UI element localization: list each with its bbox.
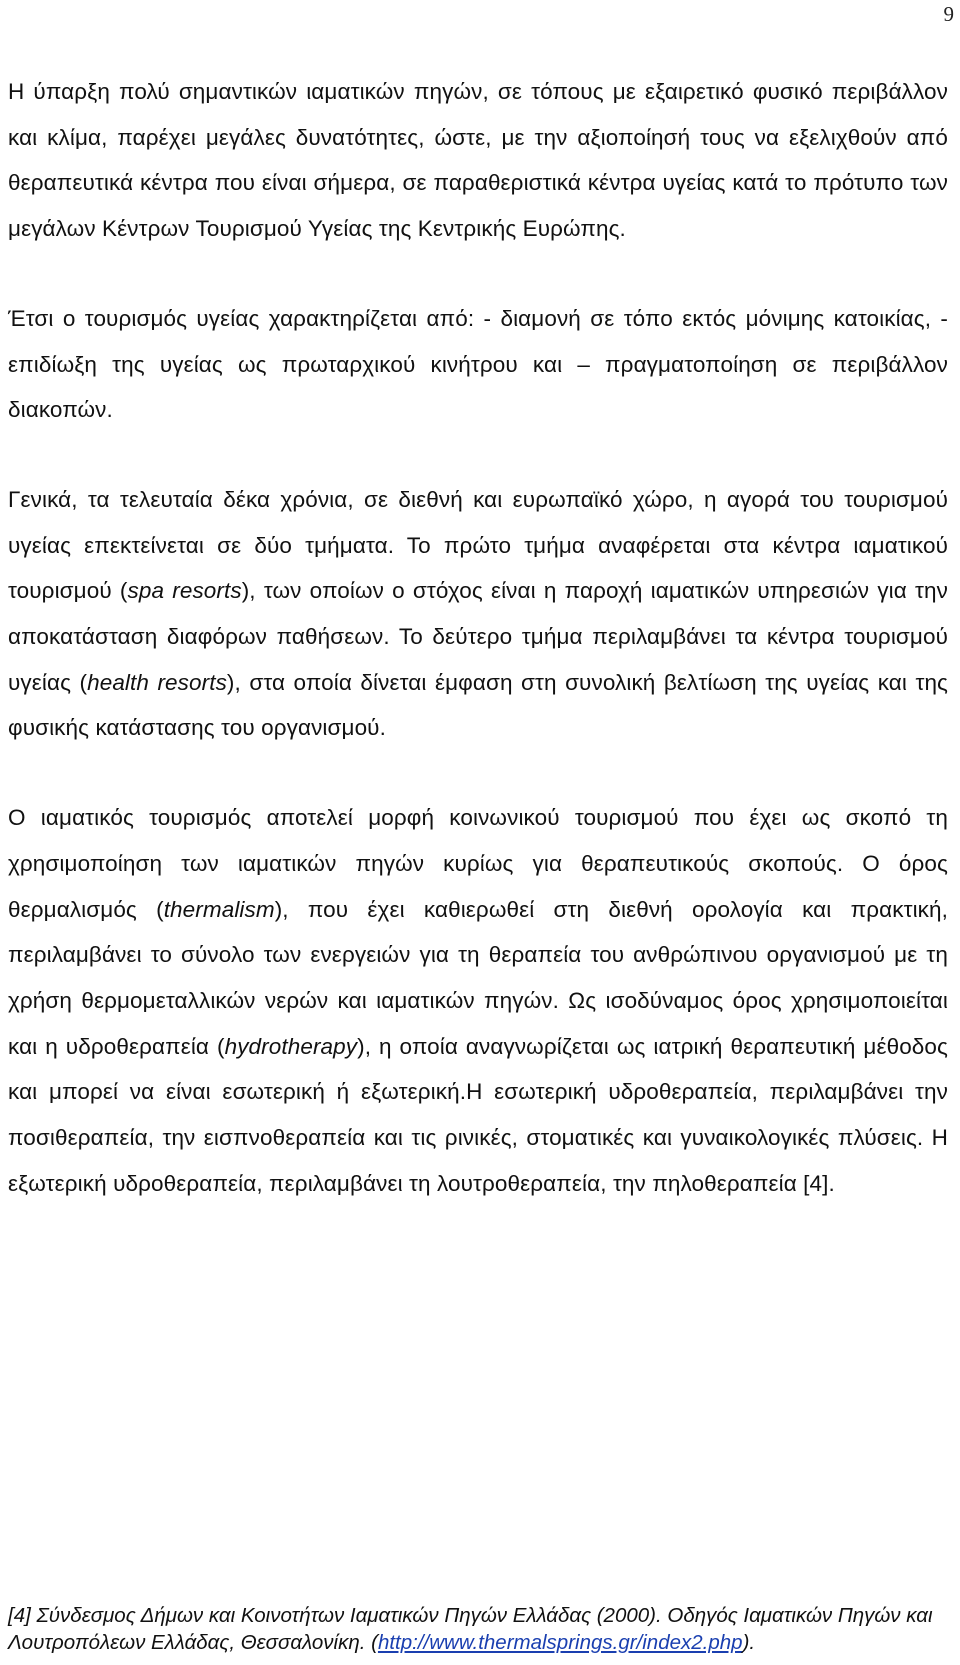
paragraph-4-text-2: ), που έχει καθιερωθεί στη διεθνή ορολογία και πρακτική, περιλαμβάνει το σύνολο των ενεργειών για τη θεραπεία του ανθρώπινου οργανισμού με τη χρήση θερμομεταλλικών νερών και ιαματικών πηγών. Ως ισοδύναμος όρος χρησιμοποιείται και η υδροθεραπεία ( [8,896,948,1059]
paragraph-3-text-2: ), των οποίων ο στόχος είναι η παροχή ιαματικών υπηρεσιών για την αποκατάσταση διαφόρων παθήσεων. Το δεύτερο τμήμα περιλαμβάνει τα κέντρα τουρισμού υγείας ( [8,578,948,695]
footnote-suffix: ). [742,1631,756,1654]
footnote-link[interactable]: http://www.thermalsprings.gr/index2.php [377,1631,743,1654]
paragraph-4-text-3: ), η οποία αναγνωρίζεται ως ιατρική θεραπευτική μέθοδος και μπορεί να είναι εσωτερική ή εξωτερική.Η εσωτερική υδροθεραπεία, περιλαμβάνει την ποσιθεραπεία, την εισπνοθεραπεία και τις ρινικές, στοματικές και γυναικολογικές πλύσεις. Η εξωτερική υδροθεραπεία, περιλαμβάνει τη λουτροθεραπεία, την πηλοθεραπεία [4]. [8,1033,948,1196]
paragraph-3-text-3: ), στα οποία δίνεται έμφαση στη συνολική βελτίωση της υγείας και της φυσικής κατάστασης του οργανισμού. [8,669,948,741]
paragraph-3-text-1: Γενικά, τα τελευταία δέκα χρόνια, σε διεθνή και ευρωπαϊκό χώρο, η αγορά του τουρισμού υγείας επεκτείνεται σε δύο τμήματα. Το πρώτο τμήμα αναφέρεται στα κέντρα ιαματικού τουρισμού ( [8,486,948,604]
paragraph-3 [8,477,948,751]
footnote [8,1602,948,1656]
body-text [8,69,948,1250]
paragraph-2: Έτσι ο τουρισμός υγείας χαρακτηρίζεται από: - διαμονή σε τόπο εκτός μόνιμης κατοικίας, - επιδίωξη της υγείας ως πρωταρχικού κινήτρου και – πραγματοποίηση σε περιβάλλον διακοπών. [8,305,948,423]
page-number: 9 [943,2,954,26]
paragraph-4 [8,795,948,1206]
term-thermalism: thermalism [163,896,275,922]
term-health-resorts: health resorts [87,669,227,695]
paragraph-1: Η ύπαρξη πολύ σημαντικών ιαματικών πηγών, σε τόπους με εξαιρετικό φυσικό περιβάλλον και κλίμα, παρέχει μεγάλες δυνατότητες, ώστε, με την αξιοποίησή τους να εξελιχθούν από θεραπευτικά κέντρα που είναι σήμερα, σε παραθεριστικά κέντρα υγείας κατά το πρότυπο των μεγάλων Κέντρων Τουρισμού Υγείας της Κεντρικής Ευρώπης. [8,79,948,242]
footnote-text: [4] Σύνδεσμος Δήμων και Κοινοτήτων Ιαματικών Πηγών Ελλάδας (2000). Οδηγός Ιαματικών Πηγών και Λουτροπόλεων Ελλάδας, Θεσσαλονίκη. ( [8,1604,933,1654]
paragraph-4-text-1: Ο ιαματικός τουρισμός αποτελεί μορφή κοινωνικού τουρισμού που έχει ως σκοπό τη χρησιμοποίηση των ιαματικών πηγών κυρίως για θεραπευτικούς σκοπούς. Ο όρος θερμαλισμός ( [8,805,948,922]
term-hydrotherapy: hydrotherapy [224,1033,358,1059]
term-spa-resorts: spa resorts [127,578,242,604]
